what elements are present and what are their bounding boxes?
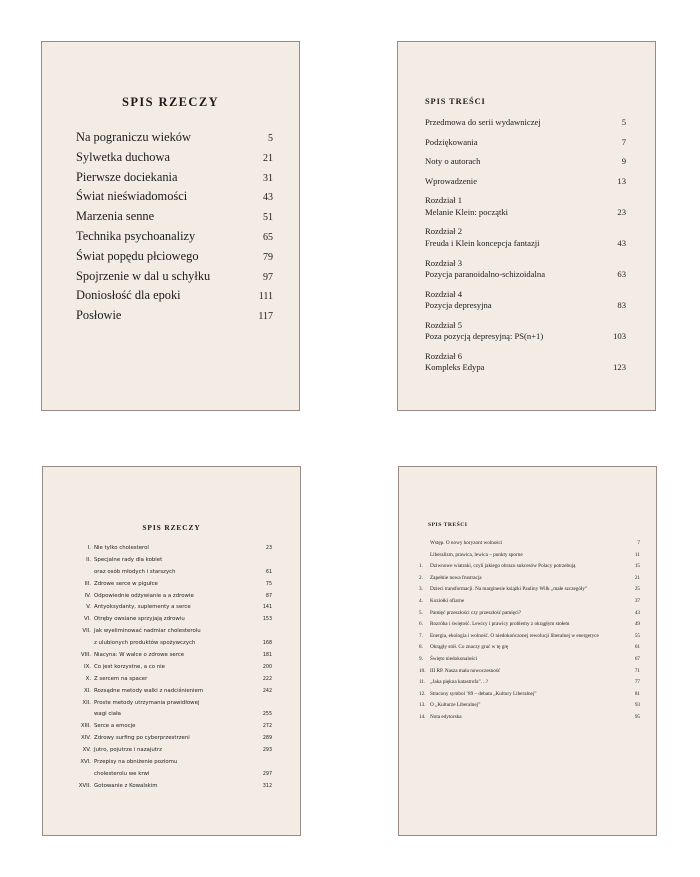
entry-number: 1. (419, 563, 423, 570)
page-title: SPIS RZECZY (121, 95, 220, 109)
toc-entry (76, 308, 273, 328)
toc-entry (76, 189, 273, 209)
entry-page-number: 61 (265, 569, 272, 575)
entry-title: Zdrowe serce w pigułce (94, 580, 158, 587)
chapter-label: Rozdział 6 (425, 351, 462, 362)
entry-title: Technika psychoanalizy (76, 228, 196, 243)
entry-page-number: 83 (617, 300, 626, 311)
entry-number: VI. (84, 616, 91, 623)
toc-entry (425, 258, 626, 280)
entry-page-number: 51 (263, 212, 273, 224)
entry-number: XIII. (80, 723, 91, 730)
chapter-label: Rozdział 4 (425, 288, 462, 299)
entry-page-number: 222 (262, 676, 272, 682)
entry-title: O „Kulturze Liberalnej” (430, 702, 481, 709)
entry-title: Marzenia senne (76, 209, 155, 224)
entry-page-number: 61 (634, 644, 640, 651)
chapter-label: Rozdział 2 (425, 226, 462, 237)
page-title: SPIS TREŚCI (428, 522, 468, 528)
entry-page-number: 13 (617, 175, 626, 186)
toc-page-3 (42, 466, 301, 836)
entry-page-number: 43 (634, 609, 640, 616)
entry-page-number: 200 (262, 664, 272, 670)
entry-page-number: 117 (258, 311, 273, 323)
entry-page-number: 97 (263, 271, 273, 283)
entry-title: Okrągły stół. Co znaczy grać w tę grę (430, 644, 509, 651)
entry-number: X. (85, 675, 91, 682)
entry-title: Świat nieświadomości (76, 189, 188, 204)
entry-page-number: 242 (262, 688, 272, 694)
entry-page-number: 77 (634, 679, 640, 686)
entry-page-number: 5 (268, 133, 273, 144)
entry-title: Dzieci transformacji. Na marginesie książki Pauliny Wilk „małe szczegóły” (430, 586, 588, 593)
entry-title: Święto niedokonalości (430, 655, 478, 662)
entry-title: III RP. Nasza mała nowoczesność (430, 667, 501, 674)
entry-number: 12. (419, 690, 426, 697)
toc-entry (63, 662, 272, 674)
entry-page-number: 9 (621, 156, 626, 167)
entry-number: 10. (419, 667, 426, 674)
entry-title-line: Kompleks Edypa (425, 362, 485, 373)
toc-entry (425, 227, 626, 249)
entry-title: Pamięć przeszłości czy przeszłość pamięci? (430, 609, 522, 616)
entry-number: XVII. (78, 782, 91, 789)
entry-title-line: Przedmowa do serii wydawniczej (425, 116, 541, 127)
toc-entry (63, 567, 272, 579)
page-title: SPIS TREŚCI (425, 97, 486, 106)
toc-list (419, 538, 640, 724)
entry-page-number: 289 (262, 736, 272, 742)
entry-title: oraz osób młodych i starszych (94, 568, 176, 575)
entry-number: 7. (419, 632, 423, 639)
toc-entry (419, 666, 640, 678)
entry-title-line: Melanie Klein: początki (425, 206, 509, 217)
entry-page-number: 23 (265, 546, 272, 551)
toc-entry (76, 209, 273, 229)
entry-page-number: 43 (617, 237, 626, 248)
entry-title: Przepisy na obniżenie poziomu (94, 759, 178, 766)
toc-entry (63, 686, 272, 698)
entry-page-number: 67 (634, 655, 640, 662)
entry-page-number: 43 (263, 192, 273, 204)
toc-entry (425, 156, 626, 167)
entry-title: Liberalizm, prawica, lewica – punkty sporne (430, 551, 523, 558)
entry-title-line: Pozycja depresyjna (425, 300, 492, 311)
entry-page-number: 153 (262, 617, 272, 623)
entry-page-number: 141 (262, 605, 272, 611)
toc-entry (63, 614, 272, 626)
entry-number: 4. (419, 597, 423, 604)
entry-page-number: 297 (262, 771, 272, 777)
entry-number: 9. (419, 655, 423, 662)
entry-page-number: 103 (613, 331, 626, 342)
toc-entry (425, 195, 626, 217)
entry-page-number: 21 (263, 152, 273, 164)
entry-title: Stracony symbol ’89 – debata „Kultury Liberalnej” (430, 690, 537, 697)
entry-title: Z sercem na spacer (94, 675, 148, 682)
entry-title: Odpowiednie odżywianie a a zdrowie (94, 592, 194, 599)
entry-title: Wstęp. O nowy horyzont wolności (430, 540, 503, 546)
toc-entry (63, 543, 272, 555)
entry-page-number: 293 (262, 748, 272, 754)
entry-page-number: 37 (634, 597, 640, 604)
entry-title: Rozsądne metody walki z nadciśnieniem (94, 687, 204, 694)
entry-page-number: 49 (634, 621, 640, 628)
toc-entry (63, 769, 272, 781)
toc-entry (419, 538, 640, 550)
toc-entry (419, 677, 640, 689)
entry-number: IV. (84, 592, 91, 599)
entry-number: VIII. (80, 652, 91, 659)
entry-page-number: 95 (634, 713, 640, 720)
entry-title-line: Noty o autorach (425, 156, 481, 167)
entry-number: 3. (419, 586, 423, 593)
entry-title (425, 117, 541, 128)
entry-number: II. (86, 556, 91, 563)
entry-title: Gotowanie z Kowalskim (94, 782, 158, 789)
entry-page-number: 23 (617, 206, 626, 217)
entry-title (425, 226, 540, 248)
toc-entry (425, 289, 626, 311)
chapter-label: Rozdział 3 (425, 257, 462, 268)
entry-title (425, 195, 508, 217)
toc-entry (63, 650, 272, 662)
toc-entry (419, 561, 640, 573)
entry-page-number: 7 (637, 540, 640, 546)
entry-number: 14. (419, 713, 426, 720)
entry-number: XI. (84, 687, 91, 694)
entry-number: 5. (419, 609, 423, 616)
entry-title-line: Freuda i Klein koncepcja fantazji (425, 237, 540, 248)
toc-entry (63, 733, 272, 745)
entry-title: Nota edytorska (430, 713, 462, 720)
toc-list (76, 130, 273, 328)
entry-page-number: 25 (634, 586, 640, 593)
entry-page-number: 123 (613, 362, 626, 373)
entry-number: XII. (82, 699, 91, 706)
entry-number: V. (86, 604, 91, 611)
entry-page-number: 255 (262, 712, 272, 718)
entry-title: Proste metody utrzymania prawidłowej (94, 699, 200, 706)
toc-entry (63, 745, 272, 757)
entry-title: Dziwnowe wiatraki, czyli jakiego obrazu sukcesów Polacy potrzebują (430, 563, 576, 570)
toc-entry (63, 674, 272, 686)
toc-entry (76, 249, 273, 269)
entry-page-number: 272 (262, 724, 272, 730)
entry-title: Otręby owsiane sprzyjają zdrowiu (94, 616, 185, 623)
toc-entry (63, 555, 272, 567)
entry-title: Jutro, pojutrze i nazajutrz (94, 747, 162, 754)
entry-title (425, 320, 543, 342)
entry-page-number: 93 (634, 702, 640, 709)
entry-page-number: 168 (262, 641, 272, 647)
entry-title: Sylwetka duchowa (76, 149, 170, 164)
entry-title: Doniosłość dla epoki (76, 288, 181, 303)
entry-title (425, 137, 478, 148)
entry-page-number: 15 (634, 563, 640, 570)
entry-title-line: Wprowadzenie (425, 175, 478, 186)
page-title: SPIS RZECZY (142, 523, 201, 532)
entry-title: Specjalne rady dla kobiet (94, 556, 163, 563)
entry-title: Co jest korzystne, a co nie (94, 663, 165, 670)
entry-page-number: 21 (634, 574, 640, 581)
entry-number: I. (87, 545, 91, 551)
toc-entry (419, 608, 640, 620)
toc-entry (76, 229, 273, 249)
toc-entry (425, 320, 626, 342)
entry-title: Niacyna: W walce o zdrowe serce (94, 652, 185, 659)
entry-number: 13. (419, 702, 426, 709)
toc-entry (425, 137, 626, 148)
entry-page-number: 75 (265, 581, 272, 587)
entry-title (425, 156, 480, 167)
toc-entry (419, 654, 640, 666)
entry-page-number: 312 (262, 783, 272, 789)
toc-entry (425, 176, 626, 187)
entry-number: XV. (82, 747, 91, 754)
entry-title-line: Pozycja paranoidalno-schizoidalna (425, 268, 546, 279)
entry-title: Antyoksydanty, suplementy a serce (94, 604, 191, 611)
entry-number: 11. (419, 679, 426, 686)
toc-list (425, 117, 626, 382)
toc-entry (63, 602, 272, 614)
toc-entry (63, 709, 272, 721)
entry-title: Posłowie (76, 308, 122, 323)
entry-title: Zdrowy surfing po cyberprzestrzeni (94, 735, 190, 742)
toc-entry (63, 698, 272, 710)
entry-title: Świat popędu płciowego (76, 248, 199, 263)
toc-entry (419, 642, 640, 654)
toc-entry (419, 700, 640, 712)
entry-title: z ulubionych produktów spożywczych (94, 640, 196, 647)
chapter-label: Rozdział 5 (425, 320, 462, 331)
entry-title: Jak wyeliminować nadmiar cholesterolu (94, 628, 201, 635)
entry-number: IX. (84, 663, 91, 670)
entry-page-number: 87 (265, 593, 272, 599)
toc-entry (419, 712, 640, 724)
toc-entry (63, 757, 272, 769)
toc-entry (419, 689, 640, 701)
toc-entry (419, 596, 640, 608)
toc-entry (76, 130, 273, 150)
entry-page-number: 31 (263, 172, 273, 184)
entry-title (425, 176, 477, 187)
entry-title-line: Podziękowania (425, 136, 478, 147)
entry-title: Energia, ekologia i wolność. O niedokończonej rewolucji liberalnej w energetyce (430, 632, 599, 639)
entry-number: III. (84, 580, 91, 587)
entry-title (425, 351, 484, 373)
entry-page-number: 65 (263, 231, 273, 243)
toc-entry (76, 170, 273, 190)
entry-page-number: 55 (634, 632, 640, 639)
toc-entry (63, 721, 272, 733)
entry-title: wagi ciała (94, 711, 121, 718)
chapter-label: Rozdział 1 (425, 195, 462, 206)
entry-title: Spojrzenie w dal u schyłku (76, 268, 211, 283)
toc-entry (63, 781, 272, 793)
entry-page-number: 181 (262, 653, 272, 659)
toc-page-4 (398, 466, 657, 836)
toc-page-2 (397, 41, 656, 411)
entry-title-line: Poza pozycją depresyjną: PS(n+1) (425, 331, 544, 342)
entry-page-number: 11 (635, 551, 640, 558)
entry-number: 2. (419, 574, 423, 581)
toc-entry (63, 638, 272, 650)
entry-title: Pierwsze dociekania (76, 169, 178, 184)
toc-entry (76, 150, 273, 170)
entry-number: 6. (419, 621, 423, 628)
entry-page-number: 5 (621, 116, 626, 127)
toc-entry (419, 631, 640, 643)
toc-list (63, 543, 272, 793)
toc-entry (419, 573, 640, 585)
toc-entry (76, 288, 273, 308)
entry-title: Zapełnie nowa frustracja (430, 574, 482, 581)
toc-entry (425, 117, 626, 128)
toc-entry (63, 579, 272, 591)
entry-title: Na pograniczu wieków (76, 130, 191, 144)
entry-page-number: 7 (621, 136, 626, 147)
entry-title: Serce a emocje (94, 723, 136, 730)
entry-page-number: 79 (263, 251, 273, 263)
toc-entry (63, 591, 272, 603)
toc-entry (63, 626, 272, 638)
toc-entry (419, 550, 640, 562)
entry-title: cholesterolu we krwi (94, 770, 150, 777)
entry-page-number: 63 (617, 268, 626, 279)
toc-entry (419, 584, 640, 596)
entry-title: Rozróba i świętość. Lewicy i prawicy problemy z okrągłym stołem (430, 621, 570, 628)
entry-title (425, 258, 545, 280)
entry-title: „Jaka piękna katastrofa”…? (430, 679, 489, 686)
entry-number: XVI. (80, 759, 91, 766)
entry-number: VII. (82, 628, 91, 635)
entry-number: 8. (419, 644, 423, 651)
entry-page-number: 71 (634, 667, 640, 674)
toc-entry (425, 351, 626, 373)
entry-page-number: 81 (634, 690, 640, 697)
toc-page-1 (41, 41, 300, 411)
entry-page-number: 111 (258, 291, 273, 303)
entry-title: Koziołki ofiarne (430, 597, 465, 604)
toc-entry (419, 619, 640, 631)
toc-entry (76, 269, 273, 289)
entry-title (425, 289, 492, 311)
entry-number: XIV. (81, 735, 91, 742)
entry-title: Nie tylko cholesterol (94, 545, 149, 551)
